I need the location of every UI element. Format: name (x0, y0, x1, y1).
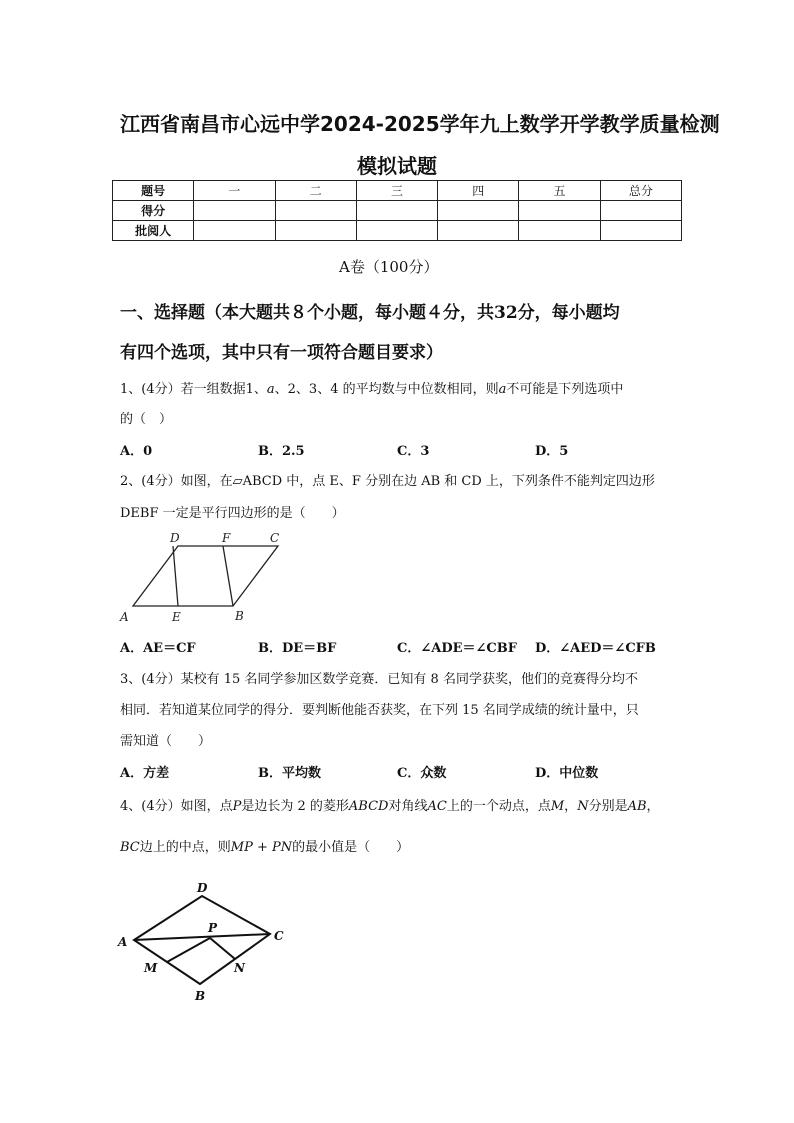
q1-text: 、2、3、4 的平均数与中位数相同，则 (274, 382, 499, 397)
q2-option-b[interactable]: B．DE＝BF (258, 641, 337, 656)
q1-var-a: a (498, 382, 507, 397)
score-cell[interactable] (438, 201, 519, 221)
q4-text: 边上的中点，则 (139, 840, 231, 855)
question-3-line1: 3、(4分）某校有 15 名同学参加区数学竞赛．已知有 8 名同学获奖，他们的竞赛得分均不 (120, 672, 638, 687)
q4-expr: MP + PN (230, 840, 293, 855)
score-cell[interactable] (438, 221, 519, 241)
q3-option-d[interactable]: D．中位数 (535, 766, 599, 781)
question-2-line2: DEBF 一定是平行四边形的是（ ） (120, 506, 345, 521)
page-title: 江西省南昌市心远中学2024-2025学年九上数学开学教学质量检测 (120, 112, 720, 136)
question-1-line2: 的（ ） (120, 412, 173, 427)
score-cell[interactable] (519, 221, 600, 241)
label-d: D (197, 881, 208, 895)
score-table-header: 一 (194, 181, 275, 201)
score-table-row (113, 201, 682, 221)
score-table-header: 五 (519, 181, 600, 201)
label-m: M (144, 961, 158, 975)
q4-var-m: M (550, 799, 565, 814)
q4-var-ac: AC (427, 799, 447, 814)
q4-text: 的最小值是（ ） (292, 840, 410, 855)
label-c: C (270, 531, 280, 545)
score-cell[interactable] (356, 201, 437, 221)
score-table-header: 三 (356, 181, 437, 201)
label-a: A (120, 610, 129, 624)
score-cell[interactable] (356, 221, 437, 241)
score-cell[interactable] (519, 201, 600, 221)
q1-option-b[interactable]: B．2.5 (258, 444, 305, 459)
score-cell[interactable] (600, 201, 681, 221)
label-d: D (170, 531, 180, 545)
q2-option-c[interactable]: C．∠ADE＝∠CBF (397, 641, 517, 656)
score-table (112, 180, 682, 241)
segment-fb (223, 546, 233, 606)
section-heading-line2: 有四个选项，其中只有一项符合题目要求） (120, 343, 443, 363)
score-table-header-row (113, 181, 682, 201)
q4-text: 分别是 (588, 799, 628, 814)
q4-text: 是边长为 2 的菱形 (241, 799, 349, 814)
q4-var-abcd: ABCD (348, 799, 389, 814)
q1-var-a: a (266, 382, 275, 397)
q3-option-a[interactable]: A．方差 (120, 766, 170, 781)
score-table-header: 四 (438, 181, 519, 201)
q4-text: 上的一个动点，点 (446, 799, 551, 814)
score-table-row-label: 得分 (113, 201, 194, 221)
q4-var-ab: AB (627, 799, 647, 814)
q3-option-b[interactable]: B．平均数 (258, 766, 321, 781)
q4-var-p: P (232, 799, 242, 814)
score-cell[interactable] (194, 201, 275, 221)
q3-option-c[interactable]: C．众数 (397, 766, 447, 781)
score-table-header: 题号 (113, 181, 194, 201)
segment-pn (210, 938, 235, 959)
score-cell[interactable] (194, 221, 275, 241)
segment-mp (167, 938, 210, 962)
question-1-line1 (120, 378, 623, 397)
question-3-line3: 需知道（ ） (120, 734, 212, 749)
label-p: P (208, 921, 218, 935)
q1-option-c[interactable]: C．3 (397, 444, 430, 459)
section-heading-line1: 一、选择题（本大题共８个小题，每小题４分，共32分，每小题均 (120, 303, 620, 323)
q4-var-n: N (577, 799, 589, 814)
q4-text: 对角线 (388, 799, 428, 814)
q4-text: 4、(4分）如图，点 (120, 799, 233, 814)
question-4-line1 (120, 795, 660, 814)
q4-var-bc: BC (120, 840, 140, 855)
score-table-row-label: 批阅人 (113, 221, 194, 241)
q1-text: 1、(4分）若一组数据1、 (120, 382, 267, 397)
question-2-line1: 2、(4分）如图，在▱ABCD 中，点 E、F 分别在边 AB 和 CD 上，下列条件不能判定四边形 (120, 474, 655, 489)
label-c: C (274, 929, 284, 943)
diagonal-ac (134, 934, 270, 940)
label-f: F (222, 531, 231, 545)
score-cell[interactable] (275, 201, 356, 221)
label-b: B (235, 609, 244, 623)
volume-label: A卷（100分） (339, 258, 439, 276)
q2-option-d[interactable]: D．∠AED＝∠CFB (535, 641, 656, 656)
q4-text: ， (564, 799, 578, 814)
q1-text: 不可能是下列选项中 (506, 382, 624, 397)
label-a: A (118, 935, 128, 949)
q2-parallelogram-figure (115, 528, 315, 628)
q2-option-a[interactable]: A．AE＝CF (120, 641, 196, 656)
score-table-header: 二 (275, 181, 356, 201)
score-cell[interactable] (600, 221, 681, 241)
segment-de (173, 546, 178, 606)
q4-rhombus-figure (112, 878, 302, 1008)
score-table-row (113, 221, 682, 241)
q4-text: ， (646, 799, 660, 814)
parallelogram-abcd (133, 546, 278, 606)
q1-option-d[interactable]: D．5 (535, 444, 569, 459)
score-cell[interactable] (275, 221, 356, 241)
label-e: E (172, 610, 181, 624)
label-b: B (195, 989, 206, 1003)
score-table-header: 总分 (600, 181, 681, 201)
question-3-line2: 相同．若知道某位同学的得分．要判断他能否获奖，在下列 15 名同学成绩的统计量中，只 (120, 703, 639, 718)
q1-option-a[interactable]: A．0 (120, 444, 153, 459)
label-n: N (234, 961, 245, 975)
page-subtitle: 模拟试题 (357, 154, 437, 178)
question-4-line2 (120, 836, 409, 855)
